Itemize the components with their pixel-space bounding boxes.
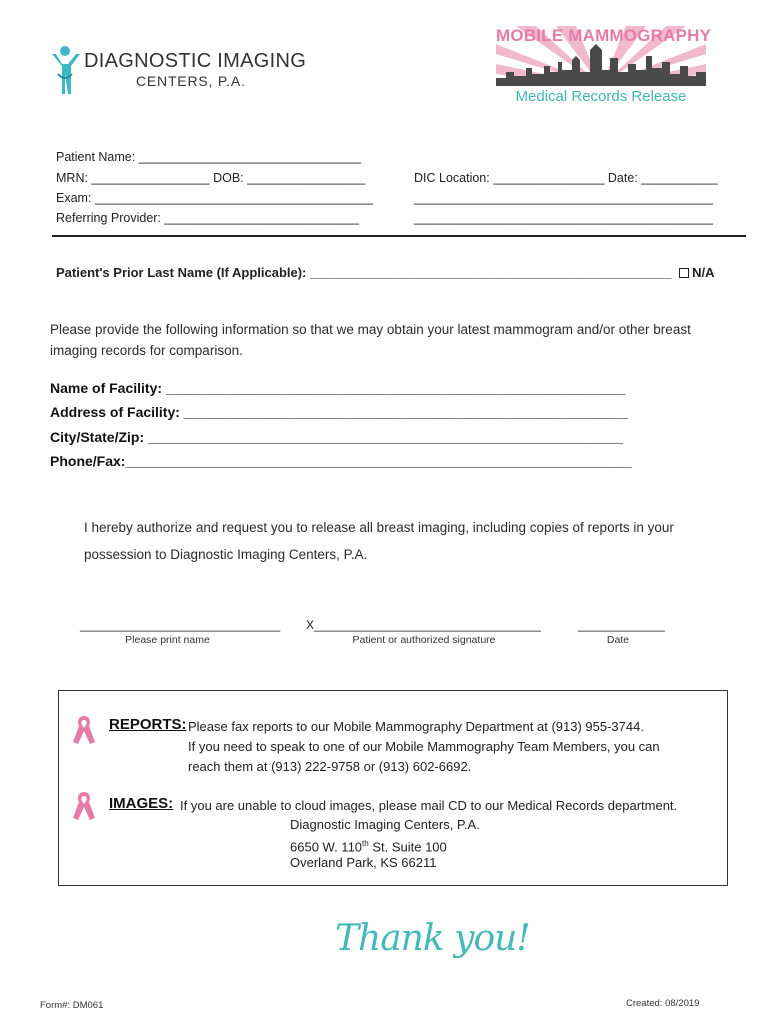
phone-fax-field[interactable]: Phone/Fax:_________________________________________________________________ xyxy=(50,453,632,469)
authorization-line-2: possession to Diagnostic Imaging Centers, P.A. xyxy=(84,547,368,562)
reports-heading: REPORTS: xyxy=(109,716,187,733)
authorization-line-1: I hereby authorize and request you to release all breast imaging, including copies of reports in your xyxy=(84,520,674,535)
date-label: Date xyxy=(606,634,630,646)
signature-label: Patient or authorized signature xyxy=(352,634,496,646)
reports-line-2: If you need to speak to one of our Mobile Mammography Team Members, you can xyxy=(188,739,660,754)
logo-text-line1: DIAGNOSTIC IMAGING xyxy=(84,50,307,72)
mailing-address-line-1: Diagnostic Imaging Centers, P.A. xyxy=(290,817,480,832)
blank-field-line[interactable]: ___________________________________________ xyxy=(414,211,713,225)
prior-name-label: Patient's Prior Last Name (If Applicable): xyxy=(56,265,310,280)
badge-title: MOBILE MAMMOGRAPHY xyxy=(496,26,712,45)
mailing-address-line-3: Overland Park, KS 66211 xyxy=(290,855,437,870)
dic-location-date-field[interactable]: DIC Location: ________________ Date: ___________ xyxy=(414,171,718,185)
blank-field-line[interactable]: ___________________________________________ xyxy=(414,191,713,205)
referring-provider-field[interactable]: Referring Provider: ____________________________ xyxy=(56,211,360,225)
signature-line[interactable]: X__________________________________ xyxy=(306,618,541,632)
intro-line-1: Please provide the following information so that we may obtain your latest mammogram and/or other breast xyxy=(50,322,691,337)
pink-ribbon-icon xyxy=(72,790,96,824)
facility-address-field[interactable]: Address of Facility: _________________________________________________________ xyxy=(50,404,628,420)
thank-you-script: Thank you! xyxy=(335,918,530,959)
patient-name-field[interactable]: Patient Name: ________________________________ xyxy=(56,150,362,164)
print-name-label: Please print name xyxy=(125,634,210,646)
pink-ribbon-icon xyxy=(72,714,96,748)
badge-subtitle: Medical Records Release xyxy=(515,88,687,105)
print-name-line[interactable]: ______________________________ xyxy=(80,618,281,632)
created-date: Created: 08/2019 xyxy=(626,998,700,1009)
mailing-address-line-2: 6650 W. 110th St. Suite 100 xyxy=(290,839,447,855)
images-heading: IMAGES: xyxy=(109,795,174,812)
date-line[interactable]: _____________ xyxy=(578,618,665,632)
reports-line-3: reach them at (913) 222-9758 or (913) 602-6692. xyxy=(188,759,472,774)
images-line-1: If you are unable to cloud images, please mail CD to our Medical Records department. xyxy=(180,798,678,813)
city-state-zip-field[interactable]: City/State/Zip: _____________________________________________________________ xyxy=(50,429,623,445)
logo-text-line2: CENTERS, P.A. xyxy=(136,73,246,89)
na-label: N/A xyxy=(692,265,715,280)
section-divider xyxy=(52,235,746,237)
mrn-dob-field[interactable]: MRN: _________________ DOB: _________________ xyxy=(56,171,366,185)
exam-field[interactable]: Exam: ________________________________________ xyxy=(56,191,373,205)
prior-name-row xyxy=(56,265,715,280)
prior-name-field[interactable]: __________________________________________________ xyxy=(310,265,672,280)
reports-line-1: Please fax reports to our Mobile Mammography Department at (913) 955-3744. xyxy=(188,719,644,734)
intro-line-2: imaging records for comparison. xyxy=(50,343,243,358)
na-checkbox[interactable] xyxy=(679,268,689,278)
facility-name-field[interactable]: Name of Facility: ___________________________________________________________ xyxy=(50,380,626,396)
form-number: Form#: DM061 xyxy=(40,1000,104,1011)
